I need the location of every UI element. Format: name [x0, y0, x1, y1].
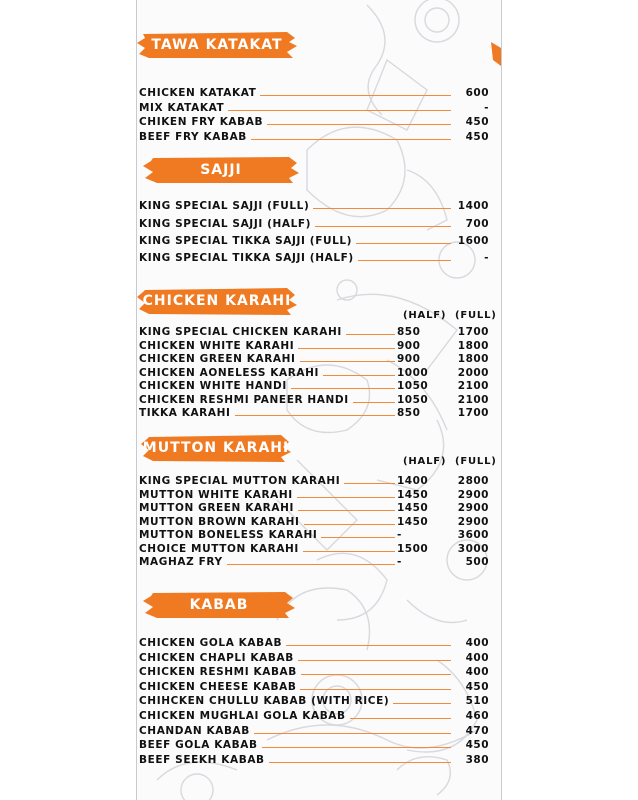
half-price: 900 — [397, 353, 421, 365]
item-name: MUTTON GREEN KARAHI — [139, 502, 294, 514]
dotted-leader-line — [300, 361, 395, 362]
menu-item-row — [139, 353, 495, 367]
dotted-leader-line — [298, 660, 451, 661]
item-price: 450 — [465, 130, 489, 143]
dotted-leader-line — [251, 139, 451, 140]
menu-item-row — [139, 340, 495, 354]
section-title: CHICKEN KARAHI — [142, 293, 292, 309]
dotted-leader-line — [267, 124, 451, 125]
half-price: 1450 — [397, 488, 429, 501]
item-name: MUTTON BROWN KARAHI — [139, 515, 300, 528]
dotted-leader-line — [262, 747, 451, 748]
section-title: KABAB — [189, 597, 249, 613]
section-banner-kabab — [143, 590, 295, 620]
item-price: 400 — [465, 651, 489, 664]
menu-item-row — [139, 218, 495, 232]
dotted-leader-line — [297, 497, 395, 498]
menu-item-row — [139, 380, 495, 394]
full-column-header: (FULL) — [455, 310, 497, 321]
half-price: 1450 — [397, 515, 429, 528]
section-banner-chicken-karahi — [137, 286, 297, 316]
menu-item-row — [139, 666, 495, 680]
full-price: 2900 — [457, 515, 489, 528]
item-name: KING SPECIAL TIKKA SAJJI (HALF) — [139, 252, 354, 264]
item-name: CHOICE MUTTON KARAHI — [139, 542, 299, 555]
full-price: 2900 — [457, 488, 489, 501]
section-banner-tawa-katakat — [137, 30, 297, 60]
dotted-leader-line — [393, 703, 451, 704]
menu-item-row — [139, 695, 495, 709]
item-name: CHANDAN KABAB — [139, 724, 250, 737]
item-name: BEEF GOLA KABAB — [139, 739, 258, 752]
half-price: 1450 — [397, 502, 429, 514]
dotted-leader-line — [235, 415, 395, 416]
item-name: CHICKEN CHAPLI KABAB — [139, 651, 294, 664]
item-price: 460 — [465, 710, 489, 722]
item-price: - — [484, 101, 489, 114]
item-price: 700 — [465, 218, 489, 230]
dotted-leader-line — [254, 733, 451, 734]
section-title: TAWA KATAKAT — [151, 37, 283, 53]
dotted-leader-line — [356, 243, 451, 244]
item-price: 600 — [465, 87, 489, 99]
dotted-leader-line — [323, 375, 395, 376]
dotted-leader-line — [350, 718, 451, 719]
dotted-leader-line — [301, 674, 451, 675]
half-price: 1400 — [397, 475, 429, 487]
dotted-leader-line — [344, 483, 395, 484]
menu-item-row — [139, 102, 495, 116]
section-banner-sajji — [143, 155, 299, 185]
full-price: 2800 — [457, 475, 489, 487]
full-price: 2100 — [457, 380, 489, 392]
menu-item-row — [139, 637, 495, 651]
item-price: 450 — [465, 116, 489, 128]
menu-item-row — [139, 475, 495, 489]
full-price: 1700 — [457, 407, 489, 419]
item-name: CHICKEN GOLA KABAB — [139, 637, 283, 649]
item-price: 400 — [465, 637, 489, 649]
half-price: 1050 — [397, 380, 429, 392]
item-price: 1600 — [457, 235, 489, 247]
item-price: 400 — [465, 666, 489, 679]
half-column-header: (HALF) — [403, 310, 447, 321]
half-price: 850 — [397, 326, 421, 338]
item-name: CHIKEN FRY KABAB — [139, 116, 264, 128]
item-name: KING SPECIAL SAJJI (FULL) — [139, 200, 310, 212]
item-name: CHICKEN RESHMI KABAB — [139, 666, 297, 679]
full-price: 1800 — [457, 339, 489, 352]
half-price: 1050 — [397, 393, 429, 406]
menu-item-row — [139, 131, 495, 145]
full-price: 3600 — [457, 529, 489, 541]
menu-item-row — [139, 489, 495, 503]
menu-item-row — [139, 754, 495, 768]
full-price: 2000 — [457, 366, 489, 379]
item-name: CHICKEN WHITE HANDI — [139, 380, 287, 392]
half-price: 1000 — [397, 366, 429, 379]
full-price: 3000 — [457, 542, 489, 555]
half-price: - — [397, 556, 402, 568]
dotted-leader-line — [227, 564, 395, 565]
menu-item-row — [139, 556, 495, 570]
dotted-leader-line — [300, 689, 451, 690]
item-name: CHICKEN CHEESE KABAB — [139, 680, 297, 693]
menu-item-row — [139, 235, 495, 249]
dotted-leader-line — [269, 762, 451, 763]
item-name: CHICKEN GREEN KARAHI — [139, 353, 296, 365]
menu-item-row — [139, 87, 495, 101]
item-name: MUTTON BONELESS KARAHI — [139, 529, 318, 541]
half-price: 1500 — [397, 542, 429, 555]
menu-item-row — [139, 200, 495, 214]
item-name: CHICKEN WHITE KARAHI — [139, 339, 295, 352]
menu-item-row — [139, 725, 495, 739]
dotted-leader-line — [346, 334, 395, 335]
item-price: - — [484, 252, 489, 264]
dotted-leader-line — [358, 260, 451, 261]
menu-item-row — [139, 394, 495, 408]
menu-item-row — [139, 516, 495, 530]
dotted-leader-line — [353, 402, 395, 403]
item-price: 380 — [465, 753, 489, 766]
item-price: 450 — [465, 739, 489, 752]
dotted-leader-line — [260, 95, 451, 96]
item-price: 510 — [465, 695, 489, 708]
menu-page — [136, 0, 502, 800]
dotted-leader-line — [304, 524, 395, 525]
item-name: BEEF SEEKH KABAB — [139, 753, 265, 766]
half-price: 850 — [397, 407, 421, 419]
item-name: CHICKEN KATAKAT — [139, 87, 257, 99]
item-price: 450 — [465, 680, 489, 693]
menu-item-row — [139, 529, 495, 543]
half-price: - — [397, 529, 402, 541]
menu-item-row — [139, 407, 495, 421]
menu-item-row — [139, 710, 495, 724]
section-title: SAJJI — [200, 162, 242, 178]
item-name: CHICKEN MUGHLAI GOLA KABAB — [139, 710, 346, 722]
item-price: 470 — [465, 724, 489, 737]
full-price: 1800 — [457, 353, 489, 365]
dotted-leader-line — [298, 510, 395, 511]
dotted-leader-line — [313, 208, 451, 209]
full-column-header: (FULL) — [455, 456, 497, 467]
menu-item-row — [139, 326, 495, 340]
dotted-leader-line — [298, 348, 395, 349]
half-column-header: (HALF) — [403, 456, 447, 467]
full-price: 500 — [465, 556, 489, 568]
menu-item-row — [139, 681, 495, 695]
dotted-leader-line — [315, 226, 451, 227]
orange-accent-mark — [489, 40, 501, 70]
item-name: KING SPECIAL SAJJI (HALF) — [139, 218, 312, 230]
dotted-leader-line — [291, 388, 395, 389]
item-name: CHICKEN RESHMI PANEER HANDI — [139, 393, 349, 406]
item-name: CHIHCKEN CHULLU KABAB (WITH RICE) — [139, 695, 390, 708]
dotted-leader-line — [303, 551, 395, 552]
section-banner-mutton-karahi — [141, 433, 291, 463]
dotted-leader-line — [286, 645, 451, 646]
menu-item-row — [139, 652, 495, 666]
item-name: MUTTON WHITE KARAHI — [139, 488, 293, 501]
half-price: 900 — [397, 339, 421, 352]
item-name: TIKKA KARAHI — [139, 407, 231, 419]
item-name: MAGHAZ FRY — [139, 556, 223, 568]
item-name: KING SPECIAL TIKKA SAJJI (FULL) — [139, 235, 353, 247]
menu-item-row — [139, 367, 495, 381]
item-name: BEEF FRY KABAB — [139, 130, 247, 143]
menu-item-row — [139, 252, 495, 266]
menu-item-row — [139, 543, 495, 557]
item-name: MIX KATAKAT — [139, 101, 225, 114]
menu-item-row — [139, 116, 495, 130]
item-name: KING SPECIAL MUTTON KARAHI — [139, 475, 341, 487]
section-title: MUTTON KARAHI — [142, 440, 290, 456]
full-price: 1700 — [457, 326, 489, 338]
full-price: 2100 — [457, 393, 489, 406]
item-price: 1400 — [457, 200, 489, 212]
dotted-leader-line — [228, 110, 451, 111]
menu-item-row — [139, 502, 495, 516]
item-name: KING SPECIAL CHICKEN KARAHI — [139, 326, 342, 338]
menu-item-row — [139, 739, 495, 753]
dotted-leader-line — [321, 537, 395, 538]
item-name: CHICKEN AONELESS KARAHI — [139, 366, 320, 379]
full-price: 2900 — [457, 502, 489, 514]
